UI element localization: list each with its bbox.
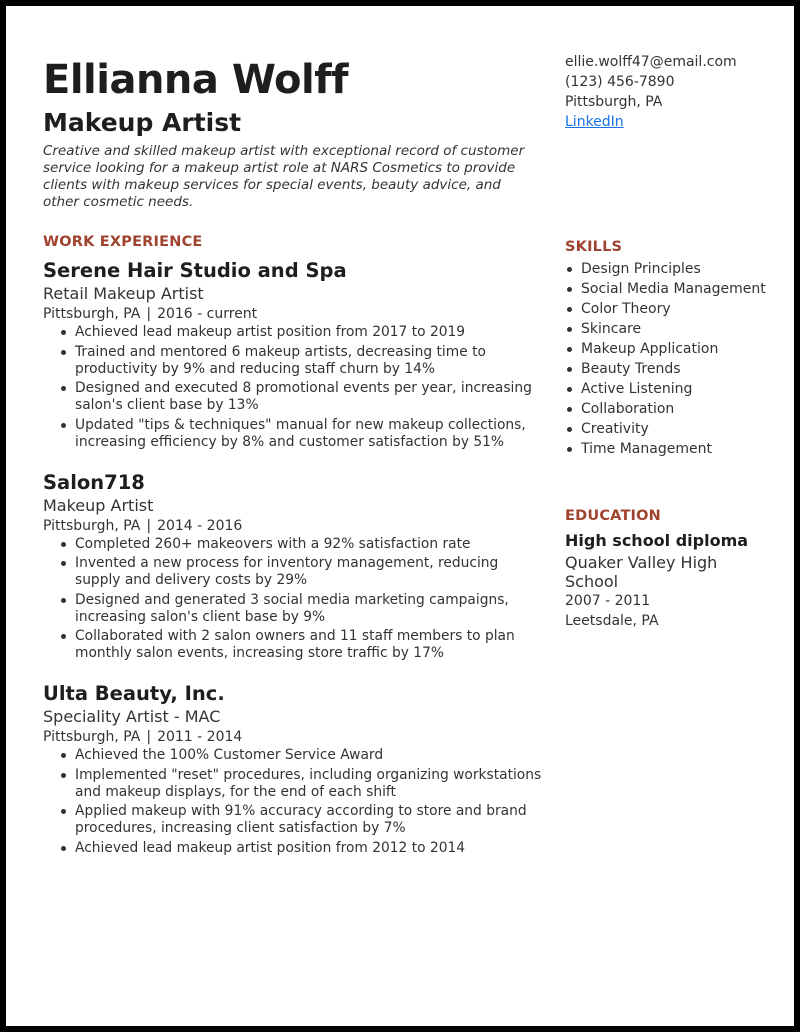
main-column xyxy=(43,56,543,859)
contact-block xyxy=(565,52,775,132)
job-dates: 2011 - 2014 xyxy=(157,729,243,745)
job-bullet: Designed and executed 8 promotional events per year, increasing salon's client base by 13% xyxy=(43,380,543,414)
work-experience-heading: WORK EXPERIENCE xyxy=(43,234,203,250)
job-bullet: Achieved the 100% Customer Service Award xyxy=(43,747,543,764)
company-name: Serene Hair Studio and Spa xyxy=(43,259,347,282)
job-bullet: Trained and mentored 6 makeup artists, decreasing time to productivity by 9% and reducing staff churn by 14% xyxy=(43,344,543,378)
skill-item: Beauty Trends xyxy=(565,361,775,378)
separator: | xyxy=(146,517,152,534)
job-bullets xyxy=(43,536,543,663)
education-heading: EDUCATION xyxy=(565,508,662,524)
contact-phone: (123) 456-7890 xyxy=(565,74,675,90)
job-location: Pittsburgh, PA xyxy=(43,517,141,534)
skill-item: Makeup Application xyxy=(565,341,775,358)
job-bullet: Achieved lead makeup artist position from 2012 to 2014 xyxy=(43,840,543,857)
company-name: Ulta Beauty, Inc. xyxy=(43,682,225,705)
education-location: Leetsdale, PA xyxy=(565,613,659,629)
job-bullet: Invented a new process for inventory management, reducing supply and delivery costs by 29% xyxy=(43,555,543,589)
job-dates: 2016 - current xyxy=(157,306,258,322)
job-bullets xyxy=(43,324,543,451)
job-role: Retail Makeup Artist xyxy=(43,284,204,303)
candidate-name: Ellianna Wolff xyxy=(43,57,349,103)
contact-email[interactable]: ellie.wolff47@email.com xyxy=(565,54,737,70)
education-section xyxy=(565,507,775,631)
sidebar-column xyxy=(565,52,775,629)
job-entry xyxy=(43,682,543,857)
job-bullet: Collaborated with 2 salon owners and 11 staff members to plan monthly salon events, increasing store traffic by 17% xyxy=(43,628,543,662)
skill-item: Design Principles xyxy=(565,261,775,278)
job-bullet: Updated "tips & techniques" manual for new makeup collections, increasing efficiency by 8% and customer satisfaction by 51% xyxy=(43,417,543,451)
job-location-dates xyxy=(43,728,543,746)
linkedin-link[interactable]: LinkedIn xyxy=(565,114,624,130)
job-dates: 2014 - 2016 xyxy=(157,517,243,534)
skill-item: Collaboration xyxy=(565,401,775,418)
skill-item: Skincare xyxy=(565,321,775,338)
company-name: Salon718 xyxy=(43,470,145,494)
skill-item: Creativity xyxy=(565,421,775,438)
separator: | xyxy=(146,306,152,322)
job-location-dates xyxy=(43,305,543,323)
degree: High school diploma xyxy=(565,531,749,550)
job-entry xyxy=(43,471,543,663)
job-bullet: Implemented "reset" procedures, including organizing workstations and makeup displays, for the end of each shift xyxy=(43,767,543,801)
candidate-title: Makeup Artist xyxy=(43,108,242,137)
job-bullet: Achieved lead makeup artist position from 2017 to 2019 xyxy=(43,324,543,341)
job-bullets xyxy=(43,747,543,857)
education-dates: 2007 - 2011 xyxy=(565,593,651,609)
skills-section xyxy=(565,238,775,461)
job-role: Makeup Artist xyxy=(43,495,154,515)
separator: | xyxy=(146,729,152,745)
skills-list xyxy=(565,261,775,458)
skill-item: Time Management xyxy=(565,441,775,458)
school-name: Quaker Valley High School xyxy=(565,553,718,591)
job-role: Speciality Artist - MAC xyxy=(43,707,221,726)
contact-linkedin-row xyxy=(565,112,775,132)
job-bullet: Applied makeup with 91% accuracy according to store and brand procedures, increasing client satisfaction by 7% xyxy=(43,803,543,837)
job-location: Pittsburgh, PA xyxy=(43,729,141,745)
job-location: Pittsburgh, PA xyxy=(43,306,141,322)
job-bullet: Designed and generated 3 social media marketing campaigns, increasing salon's client base by 9% xyxy=(43,592,543,626)
skills-heading: SKILLS xyxy=(565,239,623,255)
contact-location: Pittsburgh, PA xyxy=(565,94,663,110)
skill-item: Social Media Management xyxy=(565,281,775,298)
resume-page xyxy=(6,6,794,1026)
job-location-dates xyxy=(43,517,543,535)
job-entry xyxy=(43,259,543,451)
skill-item: Active Listening xyxy=(565,381,775,398)
job-bullet: Completed 260+ makeovers with a 92% satisfaction rate xyxy=(43,536,543,553)
summary: Creative and skilled makeup artist with exceptional record of customer service looking for a makeup artist role at NARS Cosmetics to provide clients with makeup services for special events, beauty advice, and other cosmetic needs. xyxy=(43,143,525,210)
skill-item: Color Theory xyxy=(565,301,775,318)
